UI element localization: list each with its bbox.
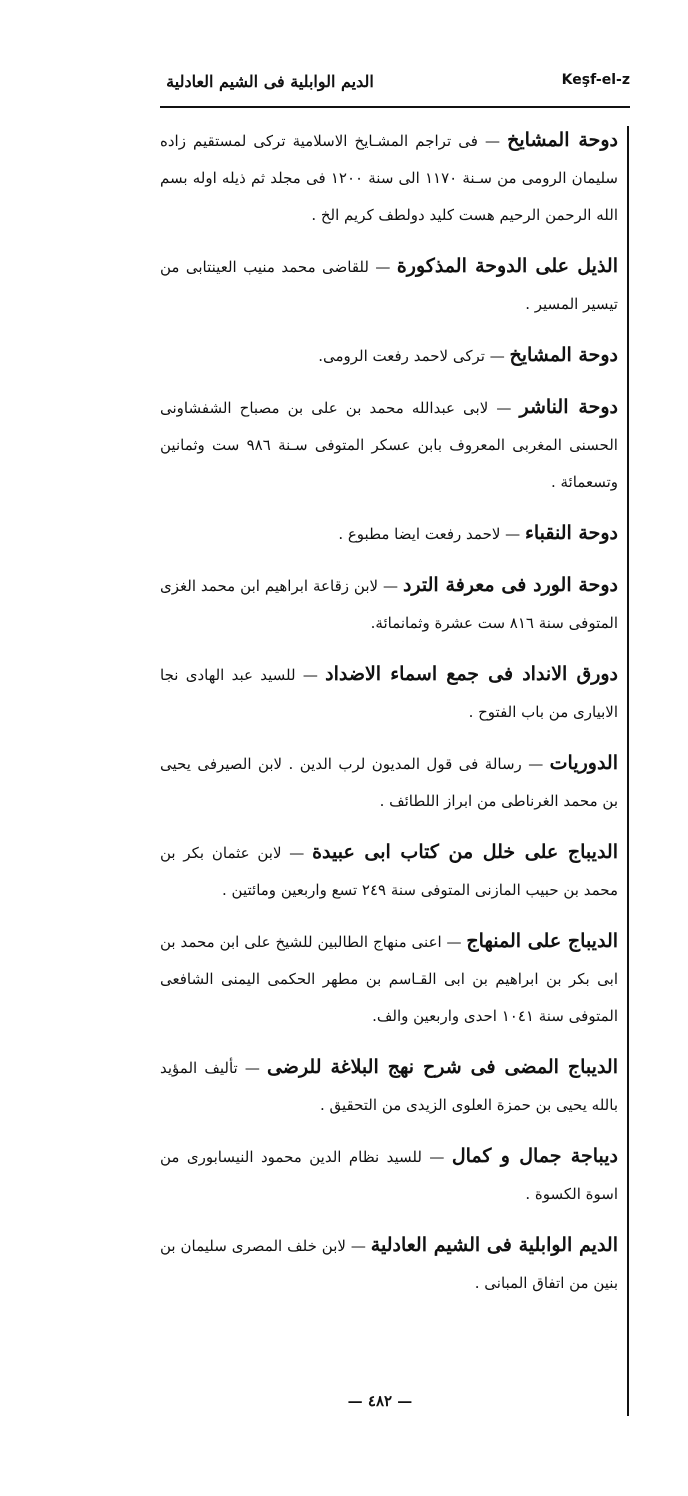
bibliography-entry — [160, 1049, 618, 1124]
entry-title: دوحة النقباء — [524, 522, 618, 544]
entry-text: — لابن خلف المصرى سليمان بن بنين من اتفاق المبانى . — [160, 1237, 618, 1292]
entry-text: — لابى عبدالله محمد بن على بن مصباح الشفشاونى الحسنى المغربى المعروف بابن عسكر المتوفى سـنة ٩٨٦ ست وثمانين وتسعمائة . — [160, 399, 618, 491]
bibliography-entry — [160, 389, 618, 501]
page-number: — ٤٨٢ — — [347, 1392, 413, 1410]
running-title: الديم الوابلية فى الشيم العادلية — [166, 72, 374, 91]
bibliography-entry — [160, 567, 618, 642]
bibliography-entry — [160, 745, 618, 820]
bibliography-entry — [160, 834, 618, 909]
entry-text: — اعنى منهاج الطالبين للشيخ على ابن محمد بن ابى بكر بن ابراهيم بن ابى القـاسم بن مطهر الحكمى اليمنى الشافعى المتوفى سنة ١٠٤١ احدى واربعين والف. — [160, 933, 619, 1025]
entry-title: دوحة المشايخ — [507, 129, 618, 151]
entry-text: — تركى لاحمد رفعت الرومى. — [318, 347, 510, 365]
catalog-reference: Keşf-el-z — [561, 72, 630, 88]
bibliography-entry — [160, 515, 618, 553]
bibliography-entry — [160, 656, 618, 731]
bibliography-entry — [160, 248, 618, 323]
entry-title: الدوريات — [549, 752, 618, 774]
entry-text: — فى تراجم المشـايخ الاسلامية تركى لمستقيم زاده سليمان الرومى من سـنة ١١٧٠ الى سنة ١٢٠٠ فى مجلد ثم ذيله اوله بسم الله الرحمن الرحيم هست كليد دولطف كريم الخ . — [160, 132, 619, 224]
bibliography-entry — [160, 337, 618, 375]
bibliography-entry — [160, 1227, 618, 1302]
entry-title: دوحة الناشر — [519, 396, 618, 418]
entry-text: — رسالة فى قول المديون لرب الدين . لابن الصيرفى يحيى بن محمد الغرناطى من ابراز اللطائف . — [160, 755, 618, 810]
margin-rule — [627, 126, 629, 1416]
entry-title: الديباج على المنهاج — [466, 930, 619, 952]
entry-title: دورق الانداد فى جمع اسماء الاضداد — [325, 663, 619, 685]
header-rule — [160, 106, 630, 108]
entry-title: الديباج على خلل من كتاب ابى عبيدة — [312, 841, 618, 863]
bibliography-entry — [160, 122, 618, 234]
entry-title: الذيل على الدوحة المذكورة — [396, 255, 618, 277]
bibliography-entry — [160, 1138, 618, 1213]
entries-column — [160, 122, 618, 1316]
entry-text: — للسيد نظام الدين محمود النيسابورى من اسوة الكسوة . — [160, 1148, 618, 1203]
entry-text: — لابن عثمان بكر بن محمد بن حبيب المازنى المتوفى سنة ٢٤٩ تسع واربعين ومائتين . — [160, 844, 618, 899]
entry-text: — لابن زقاعة ابراهيم ابن محمد الغزى المتوفى سنة ٨١٦ ست عشرة وثمانمائة. — [160, 577, 618, 632]
running-header — [160, 68, 630, 104]
entry-title: الديم الوابلية فى الشيم العادلية — [370, 1234, 618, 1256]
entry-title: دوحة الورد فى معرفة الترد — [402, 574, 618, 596]
entry-text: — تأليف المؤيد بالله يحيى بن حمزة العلوى الزيدى من التحقيق . — [160, 1059, 618, 1114]
entry-text: — لاحمد رفعت ايضا مطبوع . — [338, 525, 525, 543]
entry-title: ديباجة جمال و كمال — [451, 1145, 618, 1167]
bibliography-entry — [160, 923, 618, 1035]
entry-title: الديباج المضى فى شرح نهج البلاغة للرضى — [266, 1056, 618, 1078]
entry-text: — للقاضى محمد منيب العينتابى من تيسير المسير . — [160, 258, 618, 313]
entry-title: دوحة المشايخ — [509, 344, 618, 366]
entry-text: — للسيد عبد الهادى نجا الابيارى من باب الفتوح . — [160, 666, 618, 721]
